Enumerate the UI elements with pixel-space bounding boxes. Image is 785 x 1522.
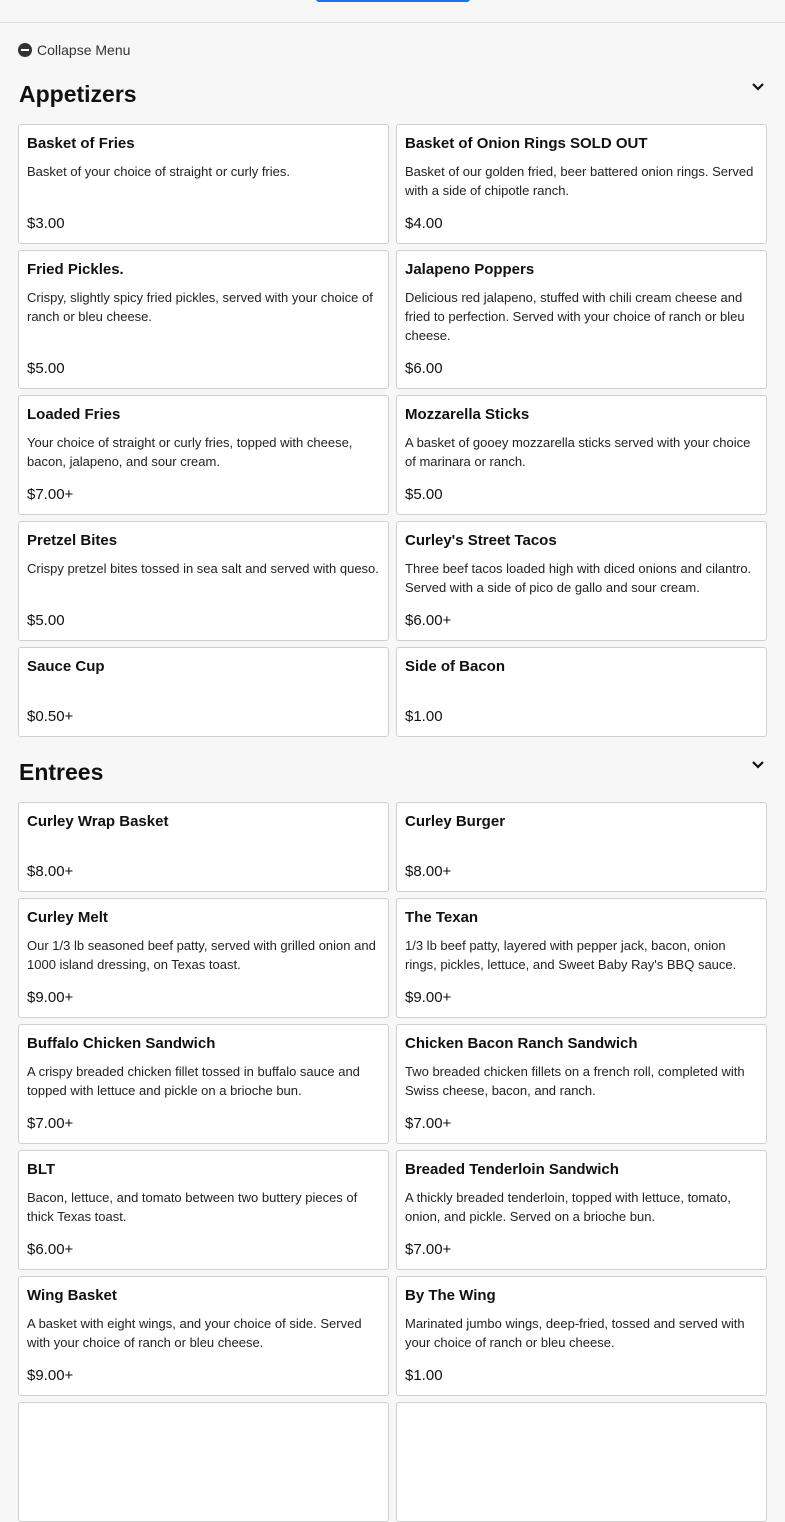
item-description: Basket of your choice of straight or curly fries. — [27, 164, 290, 179]
section-title: Appetizers — [19, 81, 137, 107]
menu-item-card[interactable] — [396, 1276, 767, 1396]
item-name: By The Wing — [405, 1287, 496, 1304]
menu-item-card[interactable] — [396, 521, 767, 641]
item-description: Three beef tacos loaded high with diced onions and cilantro. Served with a side of pico de gallo and sour cream. — [405, 561, 752, 595]
item-price: $7.00+ — [27, 1115, 74, 1132]
menu-item-card[interactable] — [396, 395, 767, 515]
menu-item-card[interactable] — [18, 1024, 389, 1144]
item-name: BLT — [27, 1161, 56, 1178]
item-price: $8.00+ — [27, 863, 74, 880]
item-price: $4.00 — [405, 215, 443, 232]
item-name: Sauce Cup — [27, 658, 105, 675]
item-price: $6.00+ — [27, 1241, 74, 1258]
item-price: $7.00+ — [27, 486, 74, 503]
item-description: Two breaded chicken fillets on a french roll, completed with Swiss cheese, bacon, and ranch. — [405, 1064, 745, 1098]
item-name: Basket of Onion Rings SOLD OUT — [405, 135, 648, 152]
menu-item-card[interactable] — [396, 124, 767, 244]
item-price: $7.00+ — [405, 1115, 452, 1132]
menu-grid — [18, 124, 768, 737]
menu-item-card[interactable] — [18, 1276, 389, 1396]
item-name: Jalapeno Poppers — [405, 261, 535, 278]
item-price: $9.00+ — [27, 1367, 74, 1384]
item-price: $0.50+ — [27, 708, 74, 725]
item-description: Crispy pretzel bites tossed in sea salt and served with queso. — [27, 561, 379, 576]
item-description: Delicious red jalapeno, stuffed with chili cream cheese and fried to perfection. Served with your choice of ranch or bleu cheese. — [405, 290, 745, 343]
section-title: Entrees — [19, 759, 104, 785]
menu-item-card[interactable] — [18, 521, 389, 641]
item-name: The Texan — [405, 909, 479, 926]
item-name: Side of Bacon — [405, 658, 506, 675]
item-description: Your choice of straight or curly fries, topped with cheese, bacon, jalapeno, and sour cream. — [27, 435, 353, 469]
item-name: Chicken Bacon Ranch Sandwich — [405, 1035, 638, 1052]
item-price: $7.00+ — [405, 1241, 452, 1258]
collapse-menu-label: Collapse Menu — [37, 42, 131, 58]
item-price: $9.00+ — [27, 989, 74, 1006]
chevron-down-icon[interactable] — [751, 80, 765, 94]
item-name: Basket of Fries — [27, 135, 135, 152]
item-description: Bacon, lettuce, and tomato between two buttery pieces of thick Texas toast. — [27, 1190, 358, 1224]
collapse-menu-button[interactable] — [18, 41, 130, 59]
item-description: Crispy, slightly spicy fried pickles, served with your choice of ranch or bleu cheese. — [27, 290, 373, 324]
menu-item-card-partial[interactable] — [18, 1402, 389, 1522]
item-description: A thickly breaded tenderloin, topped with lettuce, tomato, onion, and pickle. Served on a brioche bun. — [405, 1190, 731, 1224]
menu-item-card[interactable] — [18, 395, 389, 515]
item-price: $8.00+ — [405, 863, 452, 880]
section-appetizers — [18, 80, 768, 737]
menu-item-card[interactable] — [18, 1150, 389, 1270]
item-name: Pretzel Bites — [27, 532, 118, 549]
top-bar — [0, 0, 785, 23]
item-description: Our 1/3 lb seasoned beef patty, served with grilled onion and 1000 island dressing, on Texas toast. — [27, 938, 376, 972]
item-price: $1.00 — [405, 708, 443, 725]
item-price: $3.00 — [27, 215, 65, 232]
item-name: Curley Burger — [405, 813, 506, 830]
menu-item-card[interactable] — [18, 250, 389, 389]
section-entrees — [18, 758, 768, 1522]
item-description: A basket with eight wings, and your choice of side. Served with your choice of ranch or bleu cheese. — [27, 1316, 362, 1350]
active-tab-indicator[interactable] — [316, 0, 470, 2]
section-header[interactable] — [18, 80, 768, 120]
item-name: Mozzarella Sticks — [405, 406, 530, 423]
item-description: A crispy breaded chicken fillet tossed in buffalo sauce and topped with lettuce and pickle on a brioche bun. — [27, 1064, 360, 1098]
menu-item-card[interactable] — [396, 898, 767, 1018]
menu-item-card[interactable] — [396, 1150, 767, 1270]
minus-circle-icon — [18, 43, 32, 57]
item-description: Marinated jumbo wings, deep-fried, tossed and served with your choice of ranch or bleu cheese. — [405, 1316, 745, 1350]
item-price: $5.00 — [27, 360, 65, 377]
item-name: Breaded Tenderloin Sandwich — [405, 1161, 619, 1178]
menu-item-card[interactable] — [18, 647, 389, 737]
item-price: $6.00 — [405, 360, 443, 377]
menu-item-card[interactable] — [396, 1024, 767, 1144]
menu-item-card[interactable] — [18, 802, 389, 892]
item-price: $1.00 — [405, 1367, 443, 1384]
item-name: Curley Wrap Basket — [27, 813, 169, 830]
item-price: $5.00 — [405, 486, 443, 503]
menu-item-card[interactable] — [396, 250, 767, 389]
menu-item-card[interactable] — [396, 802, 767, 892]
item-name: Curley's Street Tacos — [405, 532, 557, 549]
menu-item-card[interactable] — [18, 124, 389, 244]
item-name: Fried Pickles. — [27, 261, 124, 278]
section-header[interactable] — [18, 758, 768, 798]
menu-item-card[interactable] — [396, 647, 767, 737]
menu-item-card-partial[interactable] — [396, 1402, 767, 1522]
item-name: Buffalo Chicken Sandwich — [27, 1035, 216, 1052]
item-description: Basket of our golden fried, beer battered onion rings. Served with a side of chipotle ranch. — [405, 164, 754, 198]
item-name: Wing Basket — [27, 1287, 117, 1304]
item-name: Loaded Fries — [27, 406, 121, 423]
item-description: A basket of gooey mozzarella sticks served with your choice of marinara or ranch. — [405, 435, 751, 469]
item-description: 1/3 lb beef patty, layered with pepper jack, bacon, onion rings, pickles, lettuce, and Sweet Baby Ray's BBQ sauce. — [405, 938, 737, 972]
item-price: $6.00+ — [405, 612, 452, 629]
menu-item-card[interactable] — [18, 898, 389, 1018]
chevron-down-icon[interactable] — [751, 758, 765, 772]
item-price: $5.00 — [27, 612, 65, 629]
item-name: Curley Melt — [27, 909, 108, 926]
item-price: $9.00+ — [405, 989, 452, 1006]
menu-grid — [18, 802, 768, 1522]
